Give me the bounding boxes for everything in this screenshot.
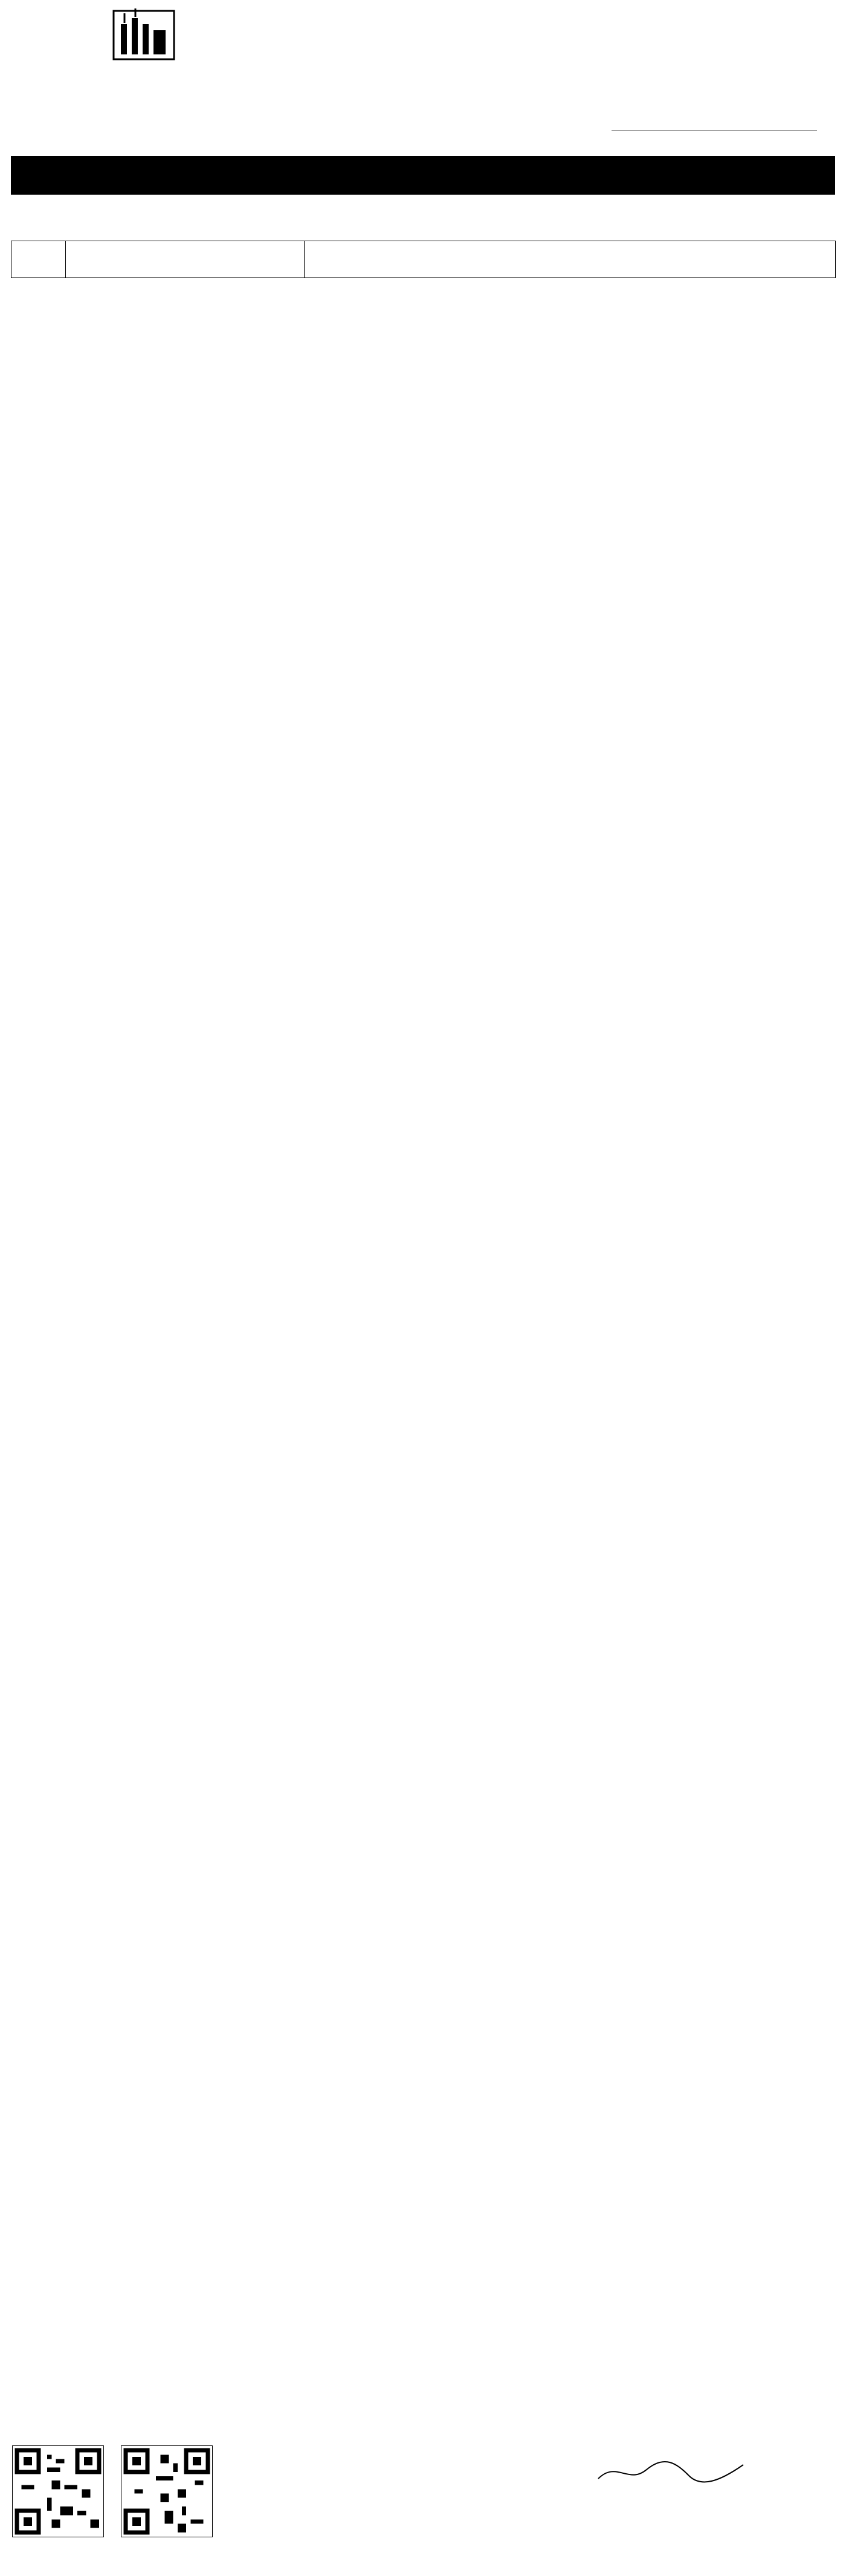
footer	[0, 2445, 846, 2572]
date-bengali	[612, 114, 817, 131]
qr-code-icon	[121, 2445, 213, 2537]
header-serial	[11, 241, 66, 278]
page-title	[11, 156, 835, 195]
memo-row	[11, 114, 835, 150]
letterhead	[11, 0, 835, 130]
apscl-logo-icon	[108, 6, 180, 76]
header-qualification	[305, 241, 836, 278]
qr-apscl	[12, 2445, 109, 2543]
date-block	[612, 114, 817, 148]
header-post	[66, 241, 305, 278]
qr-code-icon	[12, 2445, 104, 2537]
signature-block	[526, 2458, 816, 2493]
qr-teletalk	[121, 2445, 218, 2543]
vacancy-table	[11, 241, 836, 278]
signature-icon	[592, 2458, 749, 2488]
date-gregorian	[612, 131, 817, 148]
table-header-row	[11, 241, 836, 278]
